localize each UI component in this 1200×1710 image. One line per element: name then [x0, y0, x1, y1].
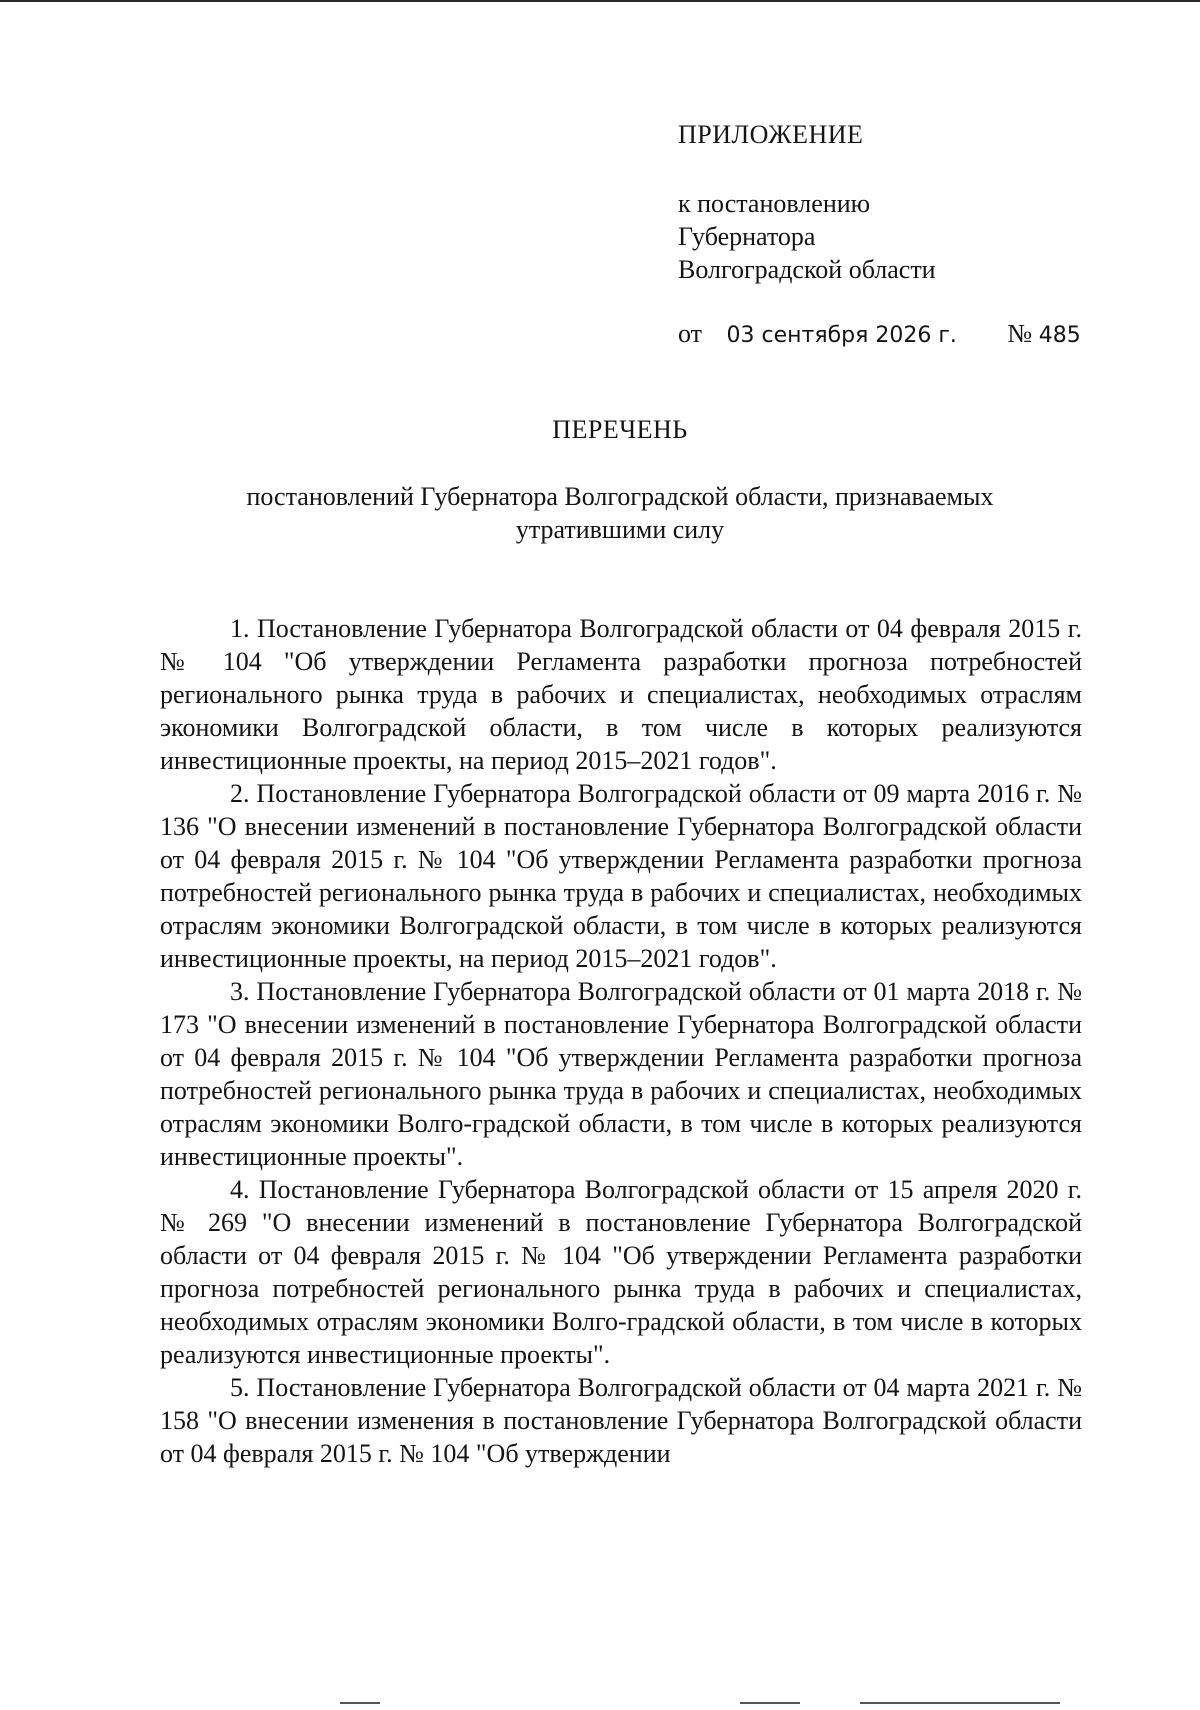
date-prefix: от	[678, 319, 703, 348]
number-prefix: №	[1007, 319, 1033, 348]
scan-artifact	[860, 1702, 1060, 1704]
list-item: 5. Постановление Губернатора Волгоградской области от 04 марта 2021 г. № 158 "О внесении изменения в постановление Губернатора Волгоградской области от 04 февраля 2015 г. № 104 "Об утверждении	[160, 1373, 1082, 1468]
list-item: 1. Постановление Губернатора Волгоградской области от 04 февраля 2015 г. № 104 "Об утверждении Регламента разработки прогноза потребностей регионального рынка труда в рабочих и специалистах, необходимых отраслям экономики Волгоградской области, в том числе в которых реализуются инвестиционные проекты, на период 2015–2021 годов".	[160, 614, 1082, 775]
scan-top-edge	[0, 0, 1200, 2]
scan-artifact	[340, 1702, 380, 1704]
appendix-line-resolution: к постановлению	[678, 189, 871, 218]
list-item: 3. Постановление Губернатора Волгоградской области от 01 марта 2018 г. № 173 "О внесении изменений в постановление Губернатора Волгоградской области от 04 февраля 2015 г. № 104 "Об утверждении Регламента разработки прогноза потребностей регионального рынка труда в рабочих и специалистах, необходимых отраслям экономики Волго-градской области, в том числе в которых реализуются инвестиционные проекты".	[160, 977, 1082, 1171]
list-title: ПЕРЕЧЕНЬ	[552, 415, 688, 444]
scan-artifact	[740, 1702, 800, 1704]
appendix-line-region: Волгоградской области	[678, 255, 936, 284]
resolution-date: 03 сентября 2026 г.	[726, 323, 957, 348]
list-subtitle-line-2: утратившими силу	[515, 515, 725, 544]
list-subtitle-line-1: постановлений Губернатора Волгоградской области, признаваемых	[246, 482, 994, 511]
resolution-list	[160, 612, 1082, 1470]
appendix-block	[678, 118, 1081, 352]
list-subtitle	[200, 480, 1040, 546]
appendix-line-governor: Губернатора	[678, 222, 816, 251]
appendix-date-line	[678, 317, 1081, 352]
resolution-number: 485	[1038, 323, 1081, 348]
list-item: 4. Постановление Губернатора Волгоградской области от 15 апреля 2020 г. № 269 "О внесении изменений в постановление Губернатора Волгоградской области от 04 февраля 2015 г. № 104 "Об утверждении Регламента разработки прогноза потребностей регионального рынка труда в рабочих и специалистах, необходимых отраслям экономики Волго-градской области, в том числе в которых реализуются инвестиционные проекты".	[160, 1175, 1082, 1369]
appendix-title: ПРИЛОЖЕНИЕ	[678, 120, 864, 149]
list-item: 2. Постановление Губернатора Волгоградской области от 09 марта 2016 г. № 136 "О внесении изменений в постановление Губернатора Волгоградской области от 04 февраля 2015 г. № 104 "Об утверждении Регламента разработки прогноза потребностей регионального рынка труда в рабочих и специалистах, необходимых отраслям экономики Волгоградской области, в том числе в которых реализуются инвестиционные проекты, на период 2015–2021 годов".	[160, 779, 1082, 973]
